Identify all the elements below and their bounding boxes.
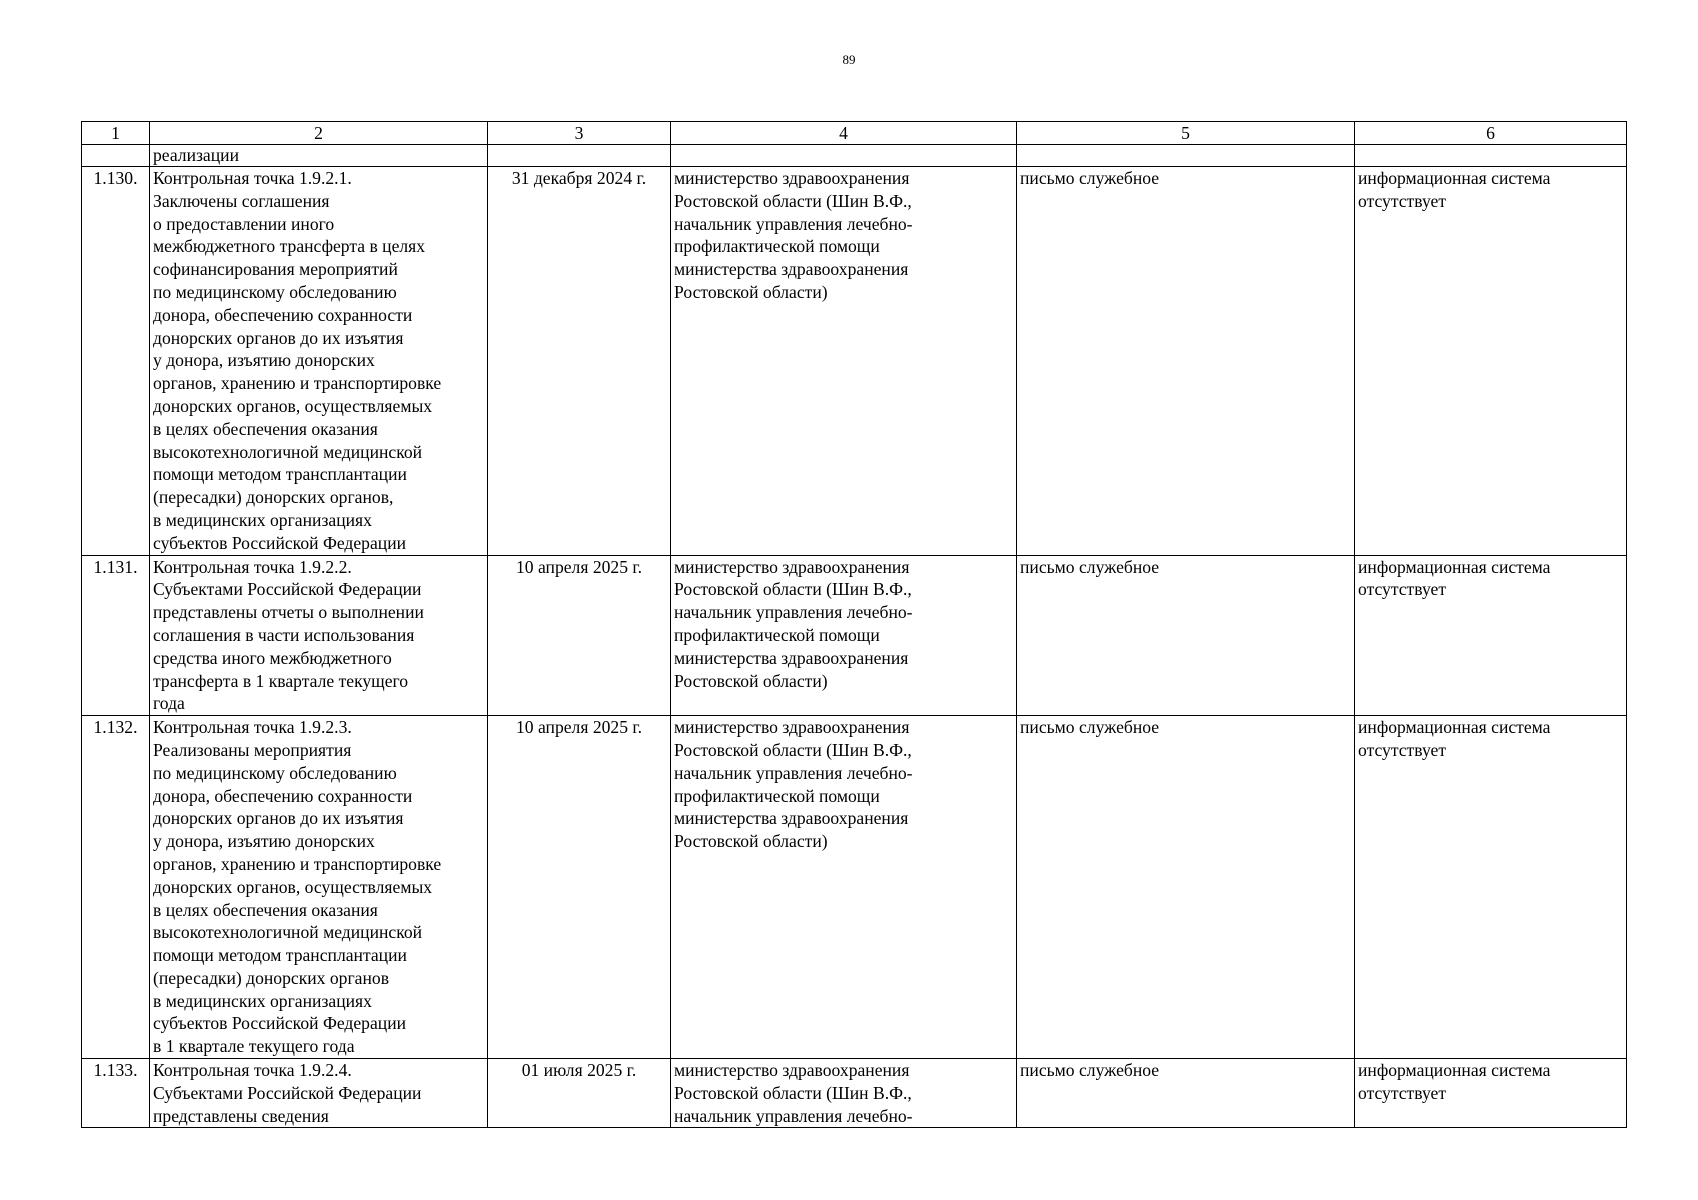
document-cell: письмо служебное <box>1017 1059 1355 1128</box>
responsible-text: министерство здравоохранения Ростовской области (Шин В.Ф., начальник управления лечебно- профилактической помощи министерства здравоохранения Ростовской области) <box>674 168 913 302</box>
column-header-5: 5 <box>1017 122 1355 145</box>
info-system-cell <box>1355 716 1627 1059</box>
info-system-text: информационная система отсутствует <box>1358 1060 1551 1103</box>
description-cell <box>150 555 488 716</box>
info-system-cell <box>1355 167 1627 556</box>
table-row <box>82 167 1627 556</box>
row-number-cell: 1.132. <box>82 716 150 1059</box>
document-cell: письмо служебное <box>1017 716 1355 1059</box>
description-text: Контрольная точка 1.9.2.4. Субъектами Российской Федерации представлены сведения <box>153 1060 422 1126</box>
document-cell: письмо служебное <box>1017 555 1355 716</box>
table-row <box>82 555 1627 716</box>
column-header-3: 3 <box>488 122 671 145</box>
info-system-text: информационная система отсутствует <box>1358 717 1551 760</box>
responsible-cell <box>671 716 1017 1059</box>
table-row <box>82 716 1627 1059</box>
responsible-text: министерство здравоохранения Ростовской области (Шин В.Ф., начальник управления лечебно- <box>674 1060 913 1126</box>
info-system-text: информационная система отсутствует <box>1358 168 1551 211</box>
responsible-cell <box>671 1059 1017 1128</box>
description-text: Контрольная точка 1.9.2.1. Заключены соглашения о предоставлении иного межбюджетного трансферта в целях софинансирования мероприятий по медицинскому обследованию донора, обеспечению сохранности донорских органов до их изъятия у донора, изъятию донорских органов, хранению и транспортировке донорских органов, осуществляемых в целях обеспечения оказания высокотехнологичной медицинской помощи методом трансплантации (пересадки) донорских органов, в медицинских организациях субъектов Российской Федерации <box>153 168 442 553</box>
continuation-row <box>82 145 1627 167</box>
responsible-text: министерство здравоохранения Ростовской области (Шин В.Ф., начальник управления лечебно- профилактической помощи министерства здравоохранения Ростовской области) <box>674 717 913 852</box>
column-header-4: 4 <box>671 122 1017 145</box>
document-cell <box>1017 145 1355 167</box>
responsible-cell <box>671 167 1017 556</box>
row-number-cell <box>82 145 150 167</box>
document-cell: письмо служебное <box>1017 167 1355 556</box>
info-system-cell <box>1355 1059 1627 1128</box>
description-cell <box>150 1059 488 1128</box>
date-cell <box>488 145 671 167</box>
description-cell <box>150 167 488 556</box>
row-number-cell: 1.131. <box>82 555 150 716</box>
description-cell: реализации <box>150 145 488 167</box>
column-header-6: 6 <box>1355 122 1627 145</box>
responsible-text: министерство здравоохранения Ростовской области (Шин В.Ф., начальник управления лечебно- профилактической помощи министерства здравоохранения Ростовской области) <box>674 556 913 691</box>
info-system-cell <box>1355 145 1627 167</box>
row-number-cell: 1.130. <box>82 167 150 556</box>
responsible-cell <box>671 145 1017 167</box>
row-number-cell: 1.133. <box>82 1059 150 1128</box>
date-cell: 01 июля 2025 г. <box>488 1059 671 1128</box>
description-text: Контрольная точка 1.9.2.3. Реализованы мероприятия по медицинскому обследованию донора, обеспечению сохранности донорских органов до их изъятия у донора, изъятию донорских органов, хранению и транспортировке донорских органов, осуществляемых в целях обеспечения оказания высокотехнологичной медицинской помощи методом трансплантации (пересадки) донорских органов в медицинских организациях субъектов Российской Федерации в 1 квартале текущего года <box>153 717 442 1057</box>
header-row <box>82 122 1627 145</box>
info-system-text: информационная система отсутствует <box>1358 556 1551 600</box>
date-cell: 10 апреля 2025 г. <box>488 716 671 1059</box>
table-row <box>82 1059 1627 1128</box>
description-cell <box>150 716 488 1059</box>
date-cell: 10 апреля 2025 г. <box>488 555 671 716</box>
column-header-1: 1 <box>82 122 150 145</box>
responsible-cell <box>671 555 1017 716</box>
description-text: Контрольная точка 1.9.2.2. Субъектами Российской Федерации представлены отчеты о выполнении соглашения в части использования средства иного межбюджетного трансферта в 1 квартале текущего года <box>153 556 424 714</box>
plan-table <box>81 121 1627 1128</box>
page-number: 89 <box>842 52 856 67</box>
column-header-2: 2 <box>150 122 488 145</box>
info-system-cell <box>1355 555 1627 716</box>
date-cell: 31 декабря 2024 г. <box>488 167 671 556</box>
